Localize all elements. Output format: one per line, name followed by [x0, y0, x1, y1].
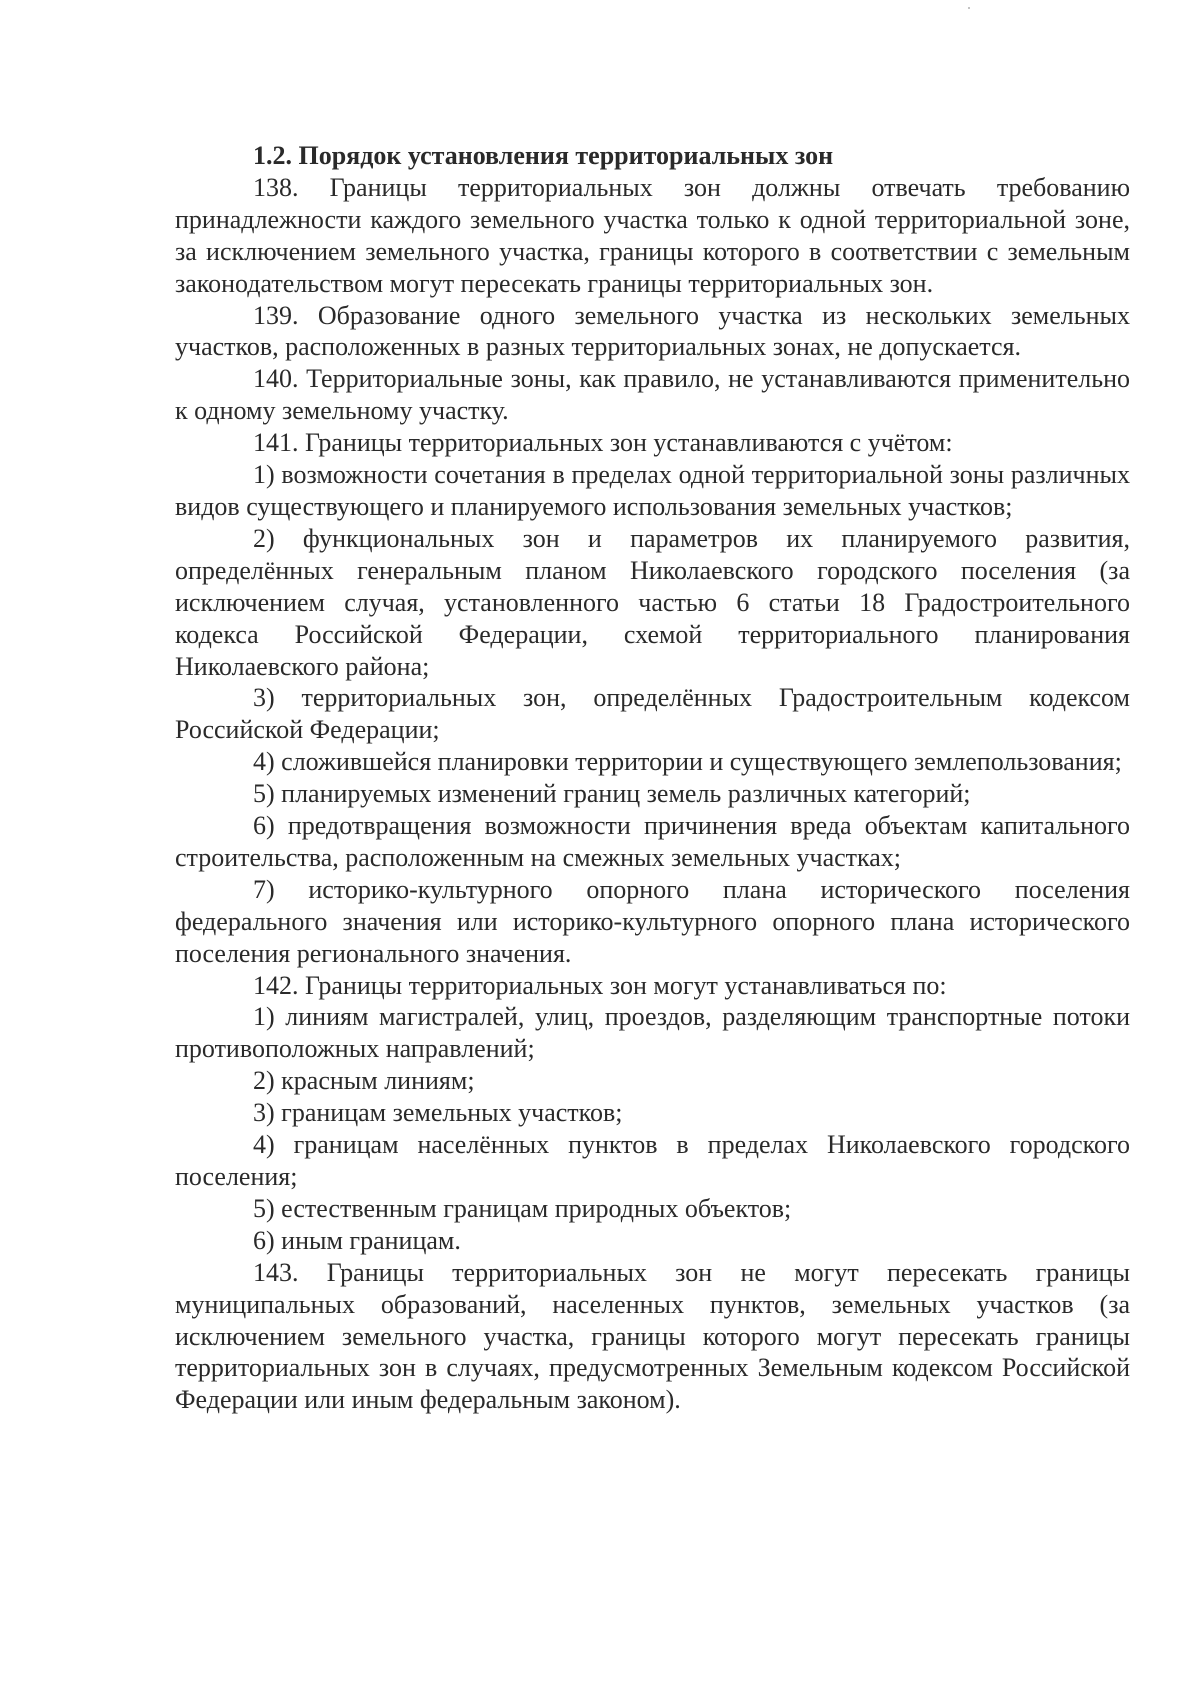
clause-140: 140. Территориальные зоны, как правило, не устанавливаются применительно к одному земельному участку.: [175, 364, 1130, 426]
document-page: [175, 140, 1130, 1416]
clause-141-item-1: 1) возможности сочетания в пределах одной территориальной зоны различных видов существующего и планируемого использования земельных участков;: [175, 460, 1130, 521]
clause-142-item-6: 6) иным границам.: [253, 1225, 461, 1255]
clause-143: 143. Границы территориальных зон не могут пересекать границы муниципальных образований, населенных пунктов, земельных участков (за исключением земельного участка, границы которого могут пересекать границы территориальных зон в случаях, предусмотренных Земельным кодексом Российской Федерации или иным федеральным законом).: [175, 1257, 1130, 1415]
clause-142-item-1: 1) линиям магистралей, улиц, проездов, разделяющим транспортные потоки противоположных направлений;: [175, 1002, 1130, 1064]
clause-141-item-7: 7) историко-культурного опорного плана исторического поселения федерального значения или историко-культурного опорного плана исторического поселения регионального значения.: [175, 874, 1130, 968]
scan-speck: [968, 7, 970, 9]
clause-141: 141. Границы территориальных зон устанавливаются с учётом:: [253, 428, 953, 458]
clause-141-item-6: 6) предотвращения возможности причинения вреда объектам капитального строительства, расположенным на смежных земельных участках;: [175, 811, 1130, 872]
clause-141-item-4: 4) сложившейся планировки территории и существующего землепользования;: [253, 747, 1122, 777]
clause-141-item-5: 5) планируемых изменений границ земель различных категорий;: [253, 779, 971, 809]
clause-138: 138. Границы территориальных зон должны отвечать требованию принадлежности каждого земельного участка только к одной территориальной зоне, за исключением земельного участка, границы которого в соответствии с земельным законодательством могут пересекать границы территориальных зон.: [175, 172, 1130, 298]
clause-141-item-2: 2) функциональных зон и параметров их планируемого развития, определённых генеральным планом Николаевского городского поселения (за исключением случая, установленного частью 6 статьи 18 Градостроительного кодекса Российской Федерации, схемой территориального планирования Николаевского района;: [175, 523, 1130, 681]
clause-142-item-2: 2) красным линиям;: [253, 1066, 475, 1096]
clause-139: 139. Образование одного земельного участка из нескольких земельных участков, расположенных в разных территориальных зонах, не допускается.: [175, 300, 1130, 362]
section-heading: 1.2. Порядок установления территориальных зон: [253, 141, 834, 170]
clause-142-item-3: 3) границам земельных участков;: [253, 1098, 623, 1128]
clause-141-item-3: 3) территориальных зон, определённых Градостроительным кодексом Российской Федерации;: [175, 683, 1130, 745]
clause-142-item-5: 5) естественным границам природных объектов;: [253, 1193, 792, 1223]
clause-142-item-4: 4) границам населённых пунктов в пределах Николаевского городского поселения;: [175, 1130, 1130, 1191]
clause-142: 142. Границы территориальных зон могут устанавливаться по:: [253, 970, 947, 1000]
